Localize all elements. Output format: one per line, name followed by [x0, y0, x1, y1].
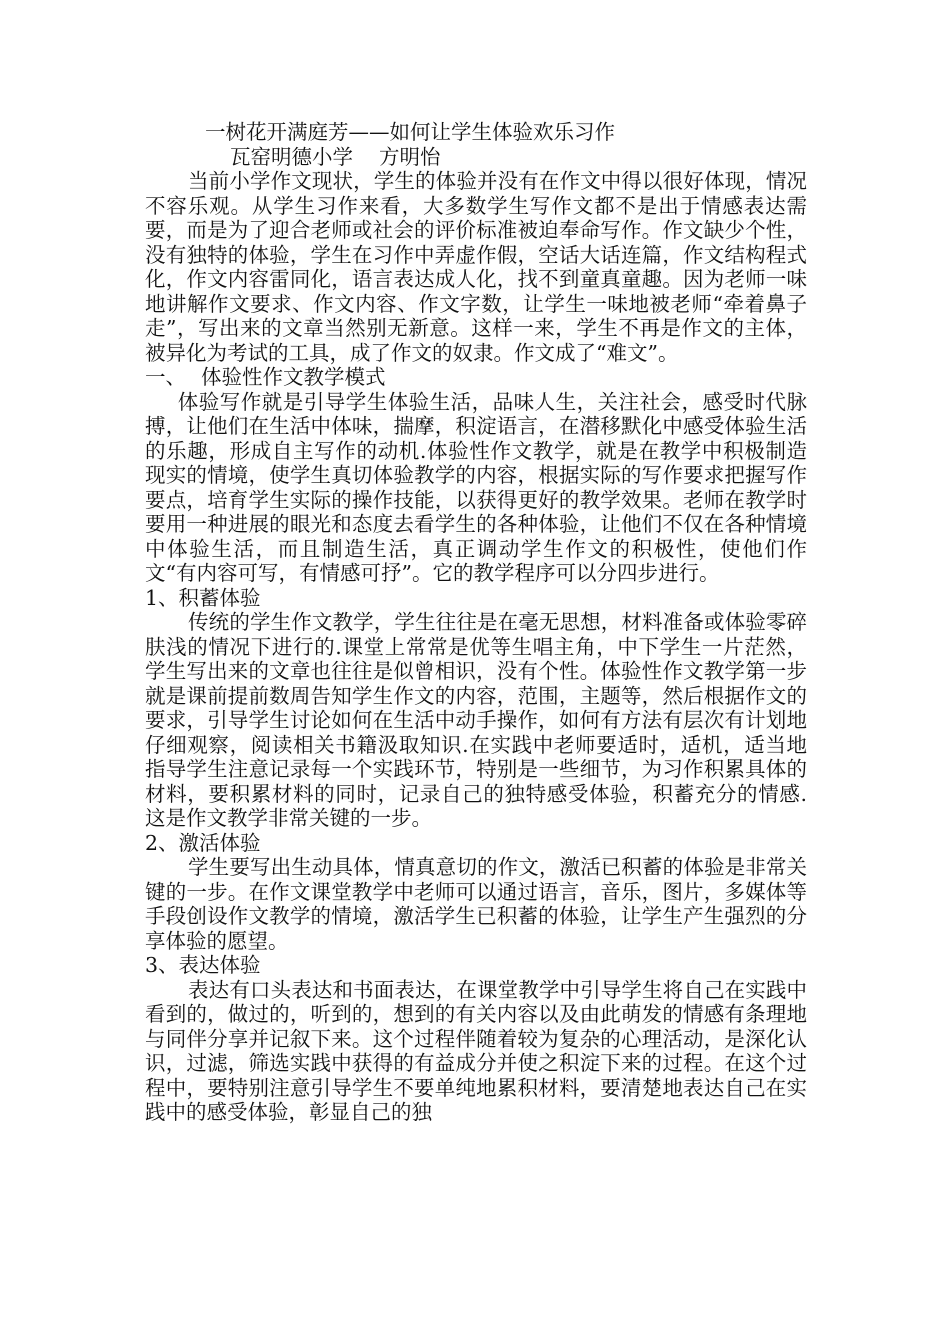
section-number: 一、 — [145, 365, 186, 389]
step1-paragraph: 传统的学生作文教学，学生往往是在毫无思想，材料准备或体验零碎肤浅的情况下进行的.课堂上常常是优等生唱主角，中下学生一片茫然，学生写出来的文章也往往是似曾相识，没有个性。体验性作文教学第一步就是课前提前数周告知学生作文的内容，范围，主题等，然后根据作文的要求，引导学生讨论如何在生活中动手操作，如何有方法有层次有计划地仔细观察，阅读相关书籍汲取知识.在实践中老师要适时，适机，适当地指导学生注意记录每一个实践环节，特别是一些细节，为习作积累具体的材料，要积累材料的同时，记录自己的独特感受体验，积蓄充分的情感.这是作文教学非常关键的一步。 — [145, 610, 807, 830]
step3-heading: 3、表达体验 — [145, 953, 261, 977]
step2-heading: 2、激活体验 — [145, 830, 261, 855]
intro-paragraph: 当前小学作文现状，学生的体验并没有在作文中得以很好体现，情况不容乐观。从学生习作来看，大多数学生写作文都不是出于情感表达需要，而是为了迎合老师或社会的评价标准被迫奉命写作。作文缺少个性，没有独特的体验，学生在习作中弄虚作假，空话大话连篇，作文结构程式化，作文内容雷同化，语言表达成人化，找不到童真童趣。因为老师一味地讲解作文要求、作文内容、作文字数，让学生一味地被老师“牵着鼻子走”，写出来的文章当然别无新意。这样一来，学生不再是作文的主体，被异化为考试的工具，成了作文的奴隶。作文成了“难文”。 — [145, 169, 807, 365]
byline — [145, 145, 807, 170]
section-title: 体验性作文教学模式 — [201, 365, 386, 389]
school-name: 瓦窑明德小学 — [230, 144, 353, 169]
step3-paragraph: 表达有口头表达和书面表达，在课堂教学中引导学生将自己在实践中看到的，做过的，听到的，想到的有关内容以及由此萌发的情感有条理地与同伴分享并记叙下来。这个过程伴随着较为复杂的心理活动，是深化认识，过滤，筛选实践中获得的有益成分并使之积淀下来的过程。在这个过程中，要特别注意引导学生不要单纯地累积材料，要清楚地表达自己在实践中的感受体验，彰显自己的独 — [145, 977, 807, 1124]
document-title: 一树花开满庭芳——如何让学生体验欢乐习作 — [205, 120, 615, 144]
document-page — [145, 120, 807, 1125]
author-name: 方明怡 — [379, 144, 441, 169]
step2-paragraph: 学生要写出生动具体，情真意切的作文，激活已积蓄的体验是非常关键的一步。在作文课堂教学中老师可以通过语言，音乐，图片，多媒体等手段创设作文教学的情境，激活学生已积蓄的体验，让学生产生强烈的分享体验的愿望。 — [145, 855, 807, 953]
section-heading — [145, 365, 807, 390]
step1-heading: 1、积蓄体验 — [145, 585, 261, 610]
section-paragraph: 体验写作就是引导学生体验生活，品味人生，关注社会，感受时代脉搏，让他们在生活中体味，揣摩，积淀语言，在潜移默化中感受体验生活的乐趣，形成自主写作的动机.体验性作文教学，就是在教学中积极制造现实的情境，使学生真切体验教学的内容，根据实际的写作要求把握写作要点，培育学生实际的操作技能，以获得更好的教学效果。老师在教学时要用一种进展的眼光和态度去看学生的各种体验，让他们不仅在各种情境中体验生活，而且制造生活，真正调动学生作文的积极性，使他们作文“有内容可写，有情感可抒”。它的教学程序可以分四步进行。 — [145, 389, 807, 585]
